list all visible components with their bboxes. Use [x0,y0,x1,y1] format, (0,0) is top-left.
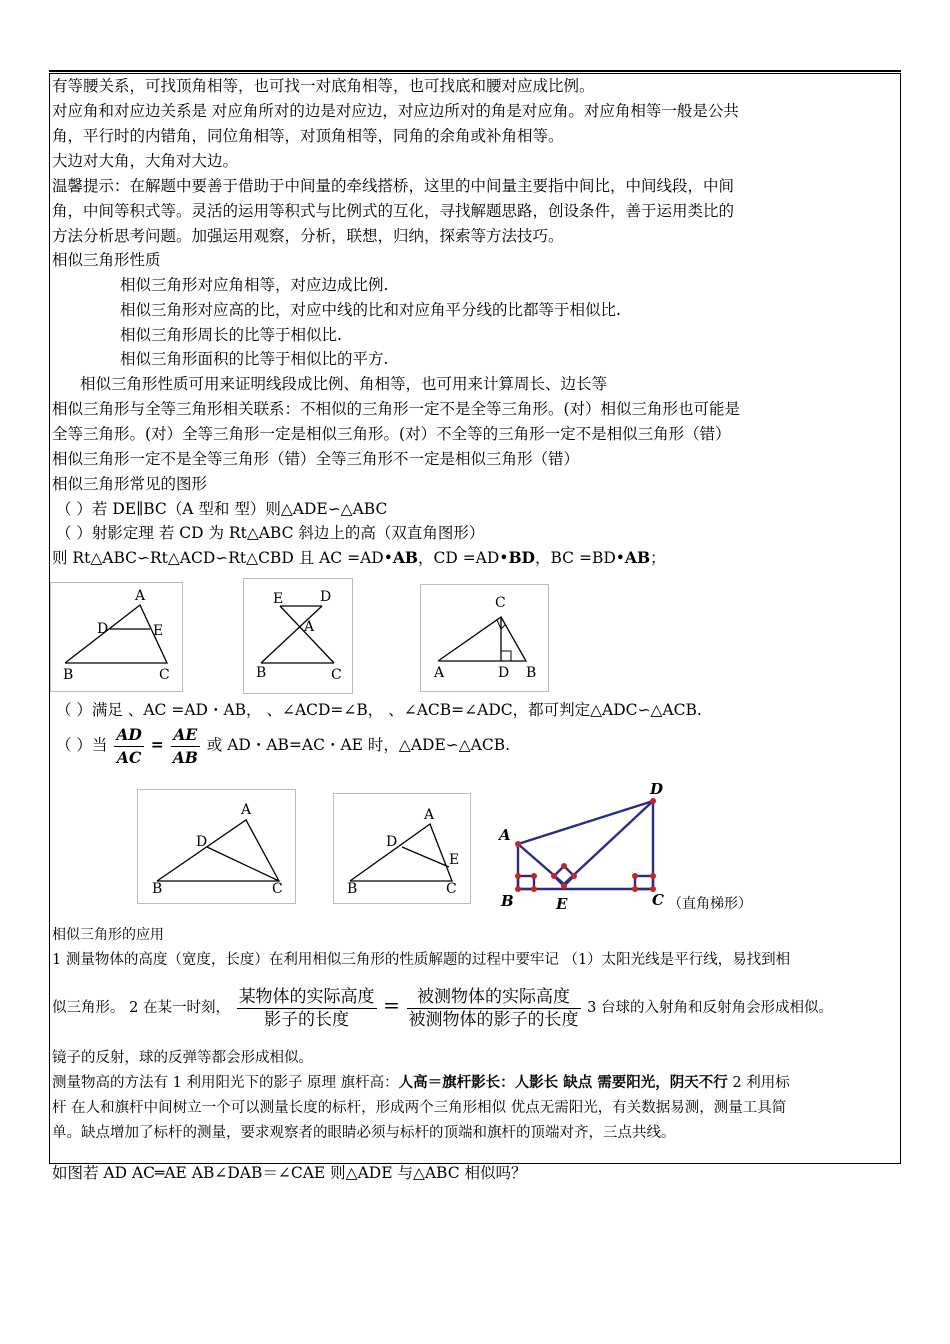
text-span: AB [624,548,651,567]
question-line: 如图若 AD AC═AE AB∠DAB＝∠CAE 则△ADE 与△ABC 相似吗？ [52,1164,527,1182]
text-span: 似三角形。 2 在某一时刻， [52,1000,230,1016]
fraction-ae-ab: $\frac{AE}{AB}$ [172,724,198,767]
text-line: （ ）满足 、AC =AD・AB， 、∠ACD=∠B， 、∠ACB=∠ADC，都可判定△ADC∽△ACB. [56,701,702,719]
triangle-diagram [51,583,182,691]
fraction-height: $\frac{\text{某物体的实际高度}}{\text{影子的长度}}$ [238,986,375,1030]
vertex-label: A [241,802,252,818]
vertex-label: D [320,589,332,605]
text-span: 2 利用标 [727,1075,790,1091]
vertex-label: A [434,665,445,681]
figure-right-altitude [420,584,549,692]
vertex-label: B [63,667,74,683]
trapezoid-diagram [496,778,766,918]
vertex-label: E [153,623,164,639]
text-span: 测量物高的方法有 1 利用阳光下的影子 原理 旗杆高： [52,1075,399,1091]
text-line: 角，中间等积式等。灵活的运用等积式与比例式的互化，寻找解题思路，创设条件，善于运用类比的 [52,202,735,220]
section-heading: 相似三角形的应用 [52,927,164,943]
section-heading: 相似三角形性质 [52,251,161,269]
figure-caption: （直角梯形） [668,896,752,912]
vertex-label: A [499,826,511,844]
ratio-condition-line [56,720,510,770]
text-line: （ ）若 DE∥BC（A 型和 型）则△ADE∽△ABC [56,500,388,518]
vertex-label: C [652,891,664,909]
text-line: 大边对大角，大角对大边。 [52,152,239,170]
text-span: BD [508,548,535,567]
text-span: 或 AD・AB=AC・AE 时，△ADE∽△ACB. [206,736,511,754]
text-line [52,1073,790,1093]
text-line: 单。缺点增加了标杆的测量，要求观察者的眼睛必须与标杆的顶端和旗杆的顶端对齐，三点共线。 [52,1125,676,1141]
vertex-label: C [331,667,342,683]
text-line: 方法分析思考问题。加强运用观察，分析，联想，归纳，探索等方法技巧。 [52,227,564,245]
equals-sign: = [383,993,400,1017]
figure-right-trapezoid [496,778,766,918]
text-span: 3 台球的入射角和反射角会形成相似。 [587,1000,833,1016]
vertex-label: D [650,780,664,798]
property-item: 相似三角形面积的比等于相似比的平方. [120,350,389,368]
text-line: 相似三角形性质可用来证明线段成比例、角相等，也可用来计算周长、边长等 [80,375,608,393]
text-line: 对应角和对应边关系是 对应角所对的边是对应边，对应边所对的角是对应角。对应角相等一般是公共 [52,102,739,120]
property-item: 相似三角形周长的比等于相似比. [120,326,342,344]
vertex-label: C [272,881,283,897]
text-span: ，CD =AD• [417,549,509,567]
triangle-diagram [138,790,295,903]
fraction-ad-ac: $\frac{AD}{AC}$ [116,724,142,767]
vertex-label: B [347,881,358,897]
text-span: AB [392,548,418,567]
tip-line: 温馨提示：在解题中要善于借助于中间量的牵线搭桥，这里的中间量主要指中间比，中间线段，中间 [52,177,735,195]
equals-sign: = [150,735,164,754]
text-line: 镜子的反射，球的反弹等都会形成相似。 [52,1050,313,1066]
vertex-label: B [256,665,267,681]
vertex-label: A [135,588,146,604]
figure-x-type [243,578,353,694]
triangle-diagram [334,794,470,903]
property-item: 相似三角形对应高的比，对应中线的比和对应角平分线的比都等于相似比. [120,301,621,319]
text-line: 杆 在人和旗杆中间树立一个可以测量长度的标杆，形成两个三角形相似 优点无需阳光，有关数据易测，测量工具简 [52,1100,787,1116]
vertex-label: E [449,852,460,868]
vertex-label: E [273,591,284,607]
text-line: 有等腰关系，可找顶角相等，也可找一对底角相等，也可找底和腰对应成比例。 [52,77,595,95]
text-line: 角，平行时的内错角，同位角相等，对顶角相等，同角的余角或补角相等。 [52,127,564,145]
figure-a-type [50,582,183,692]
vertex-label: D [386,834,398,850]
text-line: 1 测量物体的高度（宽度，长度）在利用相似三角形的性质解题的过程中要牢记 （1）太阳光线是平行线，易找到相 [52,952,791,968]
vertex-label: E [556,895,568,913]
vertex-label: C [446,881,457,897]
fraction-shadow: $\frac{\text{被测物体的实际高度}}{\text{被测物体的影子的长度}}$ [408,986,579,1030]
vertex-label: D [97,621,109,637]
text-span: ，BC =BD• [535,549,625,567]
vertex-label: B [526,665,537,681]
section-heading: 相似三角形常见的图形 [52,475,208,493]
text-line: 相似三角形一定不是全等三角形（错）全等三角形不一定是相似三角形（错） [52,450,580,468]
hourglass-diagram [244,579,352,693]
vertex-label: B [152,881,163,897]
text-line [52,548,666,568]
text-span: 人高＝旗杆影长：人影长 缺点 需要阳光，阴天不行 [398,1074,728,1091]
vertex-label: C [159,667,170,683]
top-rule [49,70,901,72]
right-triangle-diagram [421,585,548,691]
figure-shared-angle [137,789,296,904]
text-span: 则 Rt△ABC∽Rt△ACD∽Rt△CBD 且 AC =AD• [52,549,393,567]
property-item: 相似三角形对应角相等，对应边成比例. [120,276,389,294]
figure-reversed-type [333,793,471,904]
vertex-label: A [424,807,435,823]
vertex-label: C [495,595,506,611]
text-line: （ ）射影定理 若 CD 为 Rt△ABC 斜边上的高（双直角图形） [56,524,485,542]
vertex-label: D [196,834,208,850]
text-span: ； [650,549,666,567]
vertex-label: D [498,665,510,681]
text-line: 全等三角形。(对）全等三角形一定是相似三角形。(对）不全等的三角形一定不是相似三角形（错） [52,425,731,443]
formula-line [52,980,833,1030]
vertex-label: B [501,892,514,910]
vertex-label: A [304,619,315,635]
text-span: （ ）当 [56,736,108,754]
text-line: 相似三角形与全等三角形相关联系：不相似的三角形一定不是全等三角形。(对）相似三角形也可能是 [52,400,741,418]
